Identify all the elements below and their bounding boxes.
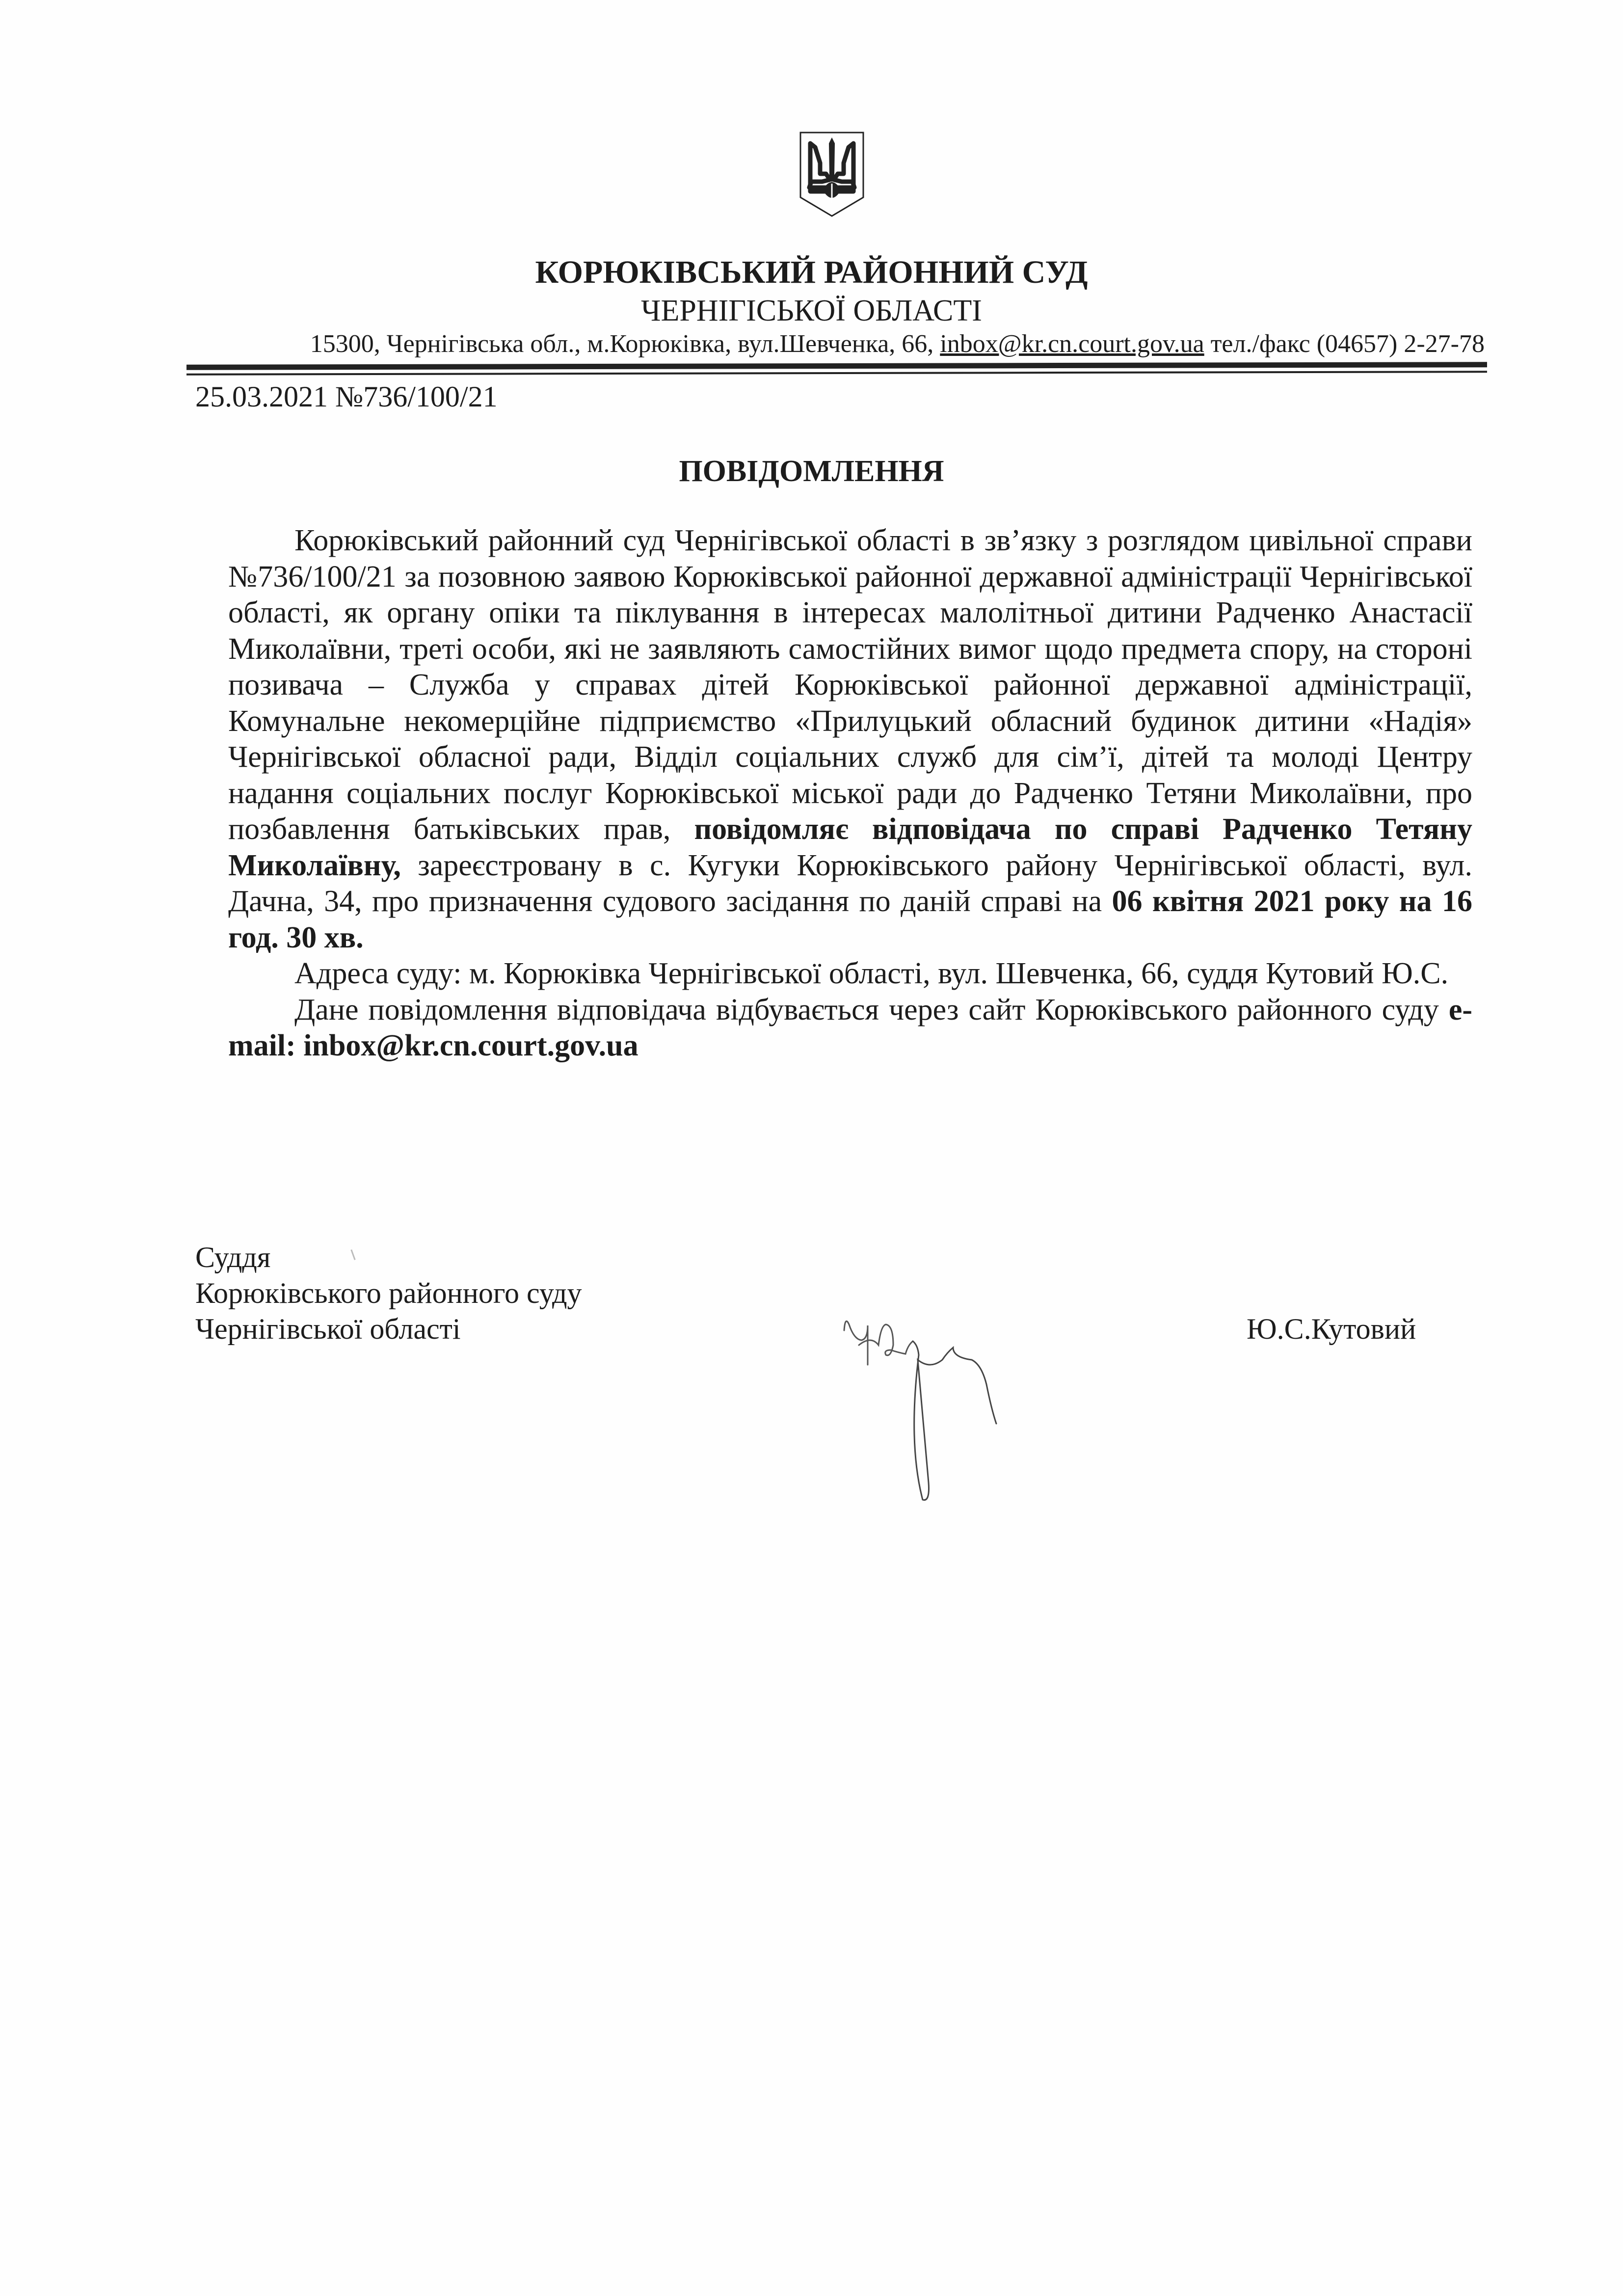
paragraph-court-address: Адреса суду: м. Корюківка Чернігівської області, вул. Шевченка, 66, суддя Кутовий Ю.С. bbox=[294, 957, 1449, 990]
document-title: ПОВІДОМЛЕННЯ bbox=[679, 455, 944, 488]
defendant-notice-bold: повідомляє відповідача по справі Радченко Тетяну Миколаївну, bbox=[228, 812, 1472, 882]
handwritten-signature-icon bbox=[825, 1296, 1011, 1502]
notice-body bbox=[228, 523, 1472, 1064]
paragraph-text: Корюківський районний суд Чернігівської області в зв’язку з розглядом цивільної справи №736/100/21 за позовною заявою Корюківської районної державної адміністрації Чернігівської області, як органу опіки та піклування в інтересах малолітньої дитини Радченко Анастасії Миколаївни, треті особи, які не заявляють самостійних вимог щодо предмета спору, на стороні позивача – Служба у справах дітей Корюківської районної державної адміністрації, Комунальне некомерційне підприємство «Прилуцький обласний будинок дитини «Надія» Чернігівської обласної ради, Відділ соціальних служб для сім’ї, дітей та молоді Центру надання соціальних послуг Корюківської міської ради до Радченко Тетяни Миколаївни, про позбавлення батьківських прав, bbox=[228, 524, 1472, 846]
court-address bbox=[199, 328, 1485, 360]
signatory-name: Ю.С.Кутовий bbox=[1247, 1313, 1416, 1345]
paragraph-notice-method bbox=[228, 992, 1472, 1064]
paragraph-text: зареєстровану в с. Кугуки Корюківського району Чернігівської області, вул. Дачна, 34, про призначення судового засідання по даній справі на bbox=[228, 848, 1472, 918]
phone-fax: тел./факс (04657) 2-27-78 bbox=[1204, 330, 1485, 358]
court-email-link[interactable]: inbox@kr.cn.court.gov.ua bbox=[940, 330, 1204, 358]
paragraph-main bbox=[228, 523, 1472, 956]
paragraph-text: Дане повідомлення відповідача відбувається через сайт Корюківського районного суду bbox=[294, 993, 1449, 1026]
trident-emblem-icon bbox=[798, 129, 866, 217]
address-text: 15300, Чернігівська обл., м.Корюківка, вул.Шевченка, 66, bbox=[310, 330, 940, 358]
date-and-number: 25.03.2021 №736/100/21 bbox=[195, 380, 498, 413]
notice-email-bold: e-mail: inbox@kr.cn.court.gov.ua bbox=[228, 993, 1472, 1062]
signatory-role: Суддя bbox=[195, 1241, 271, 1273]
hearing-date-bold: 06 квітня 2021 року на 16 год. 30 хв. bbox=[228, 885, 1472, 954]
header-rule-thin bbox=[186, 371, 1487, 376]
court-name: КОРЮКІВСЬКИЙ РАЙОННИЙ СУД bbox=[535, 254, 1088, 290]
signatory-court: Корюківського районного суду bbox=[195, 1277, 582, 1309]
header-rule-thick bbox=[186, 362, 1487, 370]
court-region: ЧЕРНІГІСЬКОЇ ОБЛАСТІ bbox=[641, 294, 982, 327]
signatory-title-block bbox=[195, 1240, 582, 1347]
signatory-region: Чернігівської області bbox=[195, 1313, 461, 1345]
